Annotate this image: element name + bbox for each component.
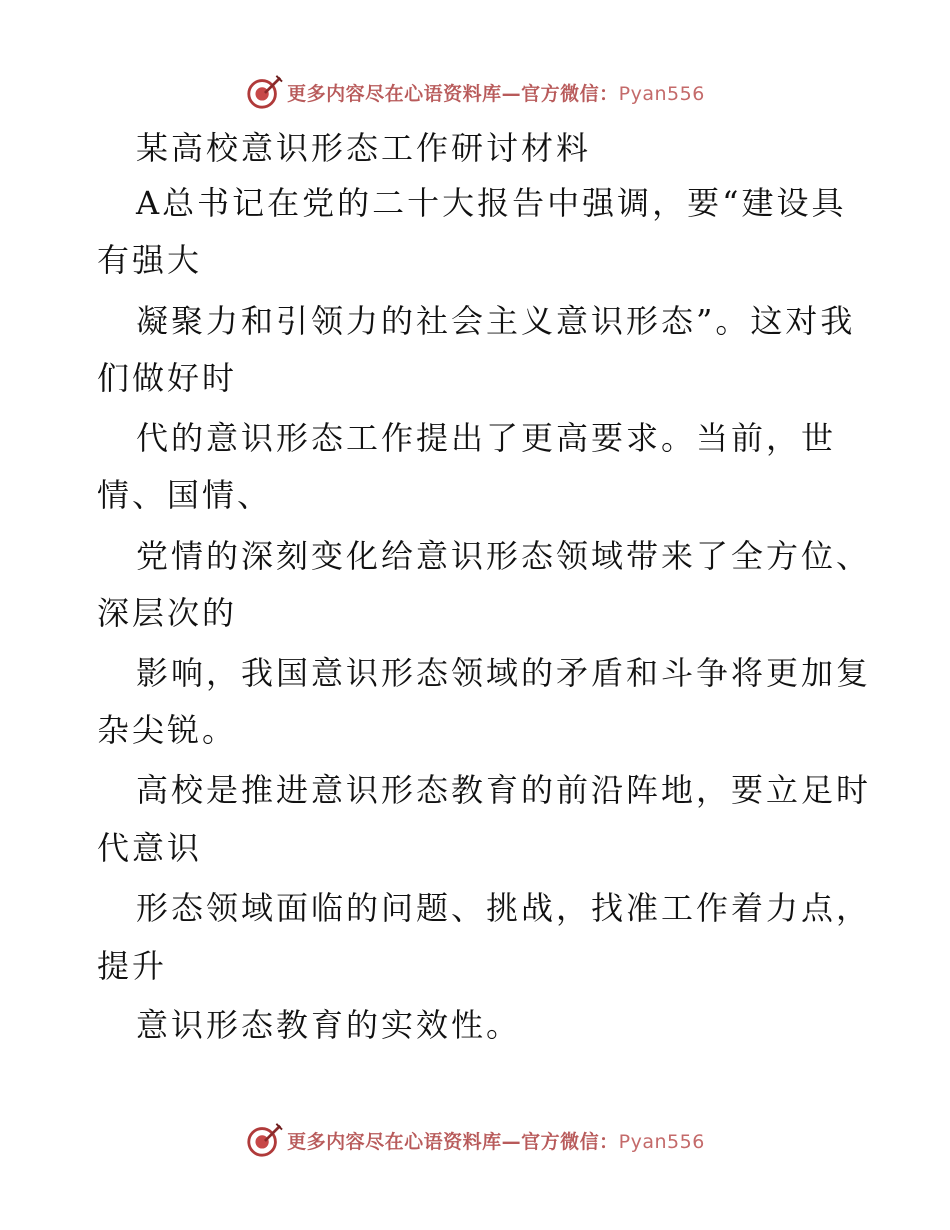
text-line: 情、国情、 [97,476,273,514]
text-line: 提升 [97,947,168,985]
text-line: 有强大 [97,241,203,279]
text-line: 影响，我国意识形态领域的矛盾和斗争将更加复 [136,654,872,692]
document-title: 某高校意识形态工作研讨材料 [136,129,592,167]
quill-pen-logo-icon [245,73,283,111]
text-line: 深层次的 [97,594,238,632]
text-line: 代意识 [97,829,203,867]
text-line: 形态领域面临的问题、挑战，找准工作着力点， [136,889,872,927]
text-line: 杂尖锐。 [97,711,238,749]
banner-text: 更多内容尽在心语资料库—官方微信：Pyan556 [287,1130,705,1153]
text-line: 们做好时 [97,359,238,397]
header-banner [0,72,950,112]
banner-text: 更多内容尽在心语资料库—官方微信：Pyan556 [287,82,705,105]
quill-pen-logo-icon [245,1121,283,1159]
text-line: A总书记在党的二十大报告中强调，要“建设具 [136,184,847,222]
footer-banner [0,1120,950,1160]
text-line: 意识形态教育的实效性。 [136,1006,522,1044]
text-line: 党情的深刻变化给意识形态领域带来了全方位、 [136,537,872,575]
text-line: 代的意识形态工作提出了更高要求。当前，世 [136,419,837,457]
text-line: 高校是推进意识形态教育的前沿阵地，要立足时 [136,771,872,809]
text-line: 凝聚力和引领力的社会主义意识形态”。这对我 [136,302,856,340]
